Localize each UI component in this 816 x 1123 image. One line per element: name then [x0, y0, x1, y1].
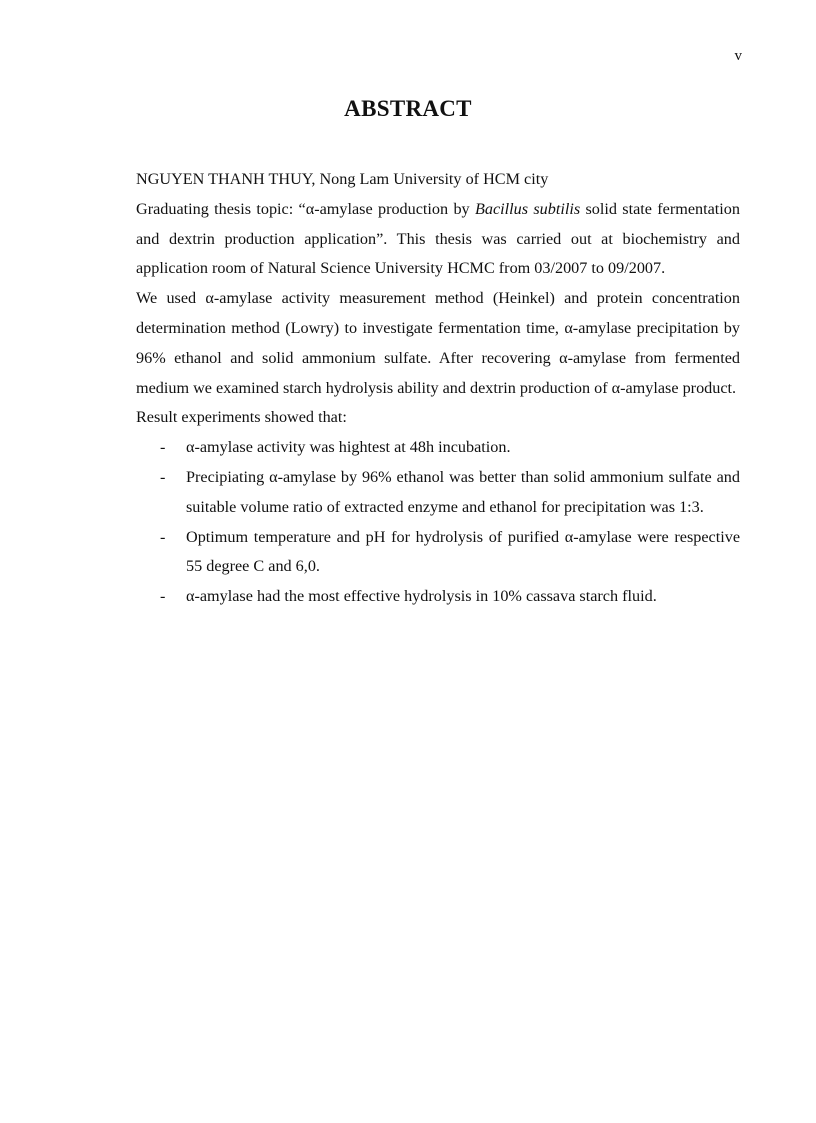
- author-line: NGUYEN THANH THUY, Nong Lam University of HCM city: [136, 170, 549, 188]
- list-item: [136, 463, 740, 523]
- results-intro: Result experiments showed that:: [136, 408, 347, 427]
- topic-suffix: solid state fermentation and dextrin production application”. This thesis was carried out at biochemistry and application room of Natural Science University HCMC from 03/2007 to 09/2007.: [136, 199, 740, 278]
- page-title: ABSTRACT: [344, 96, 472, 121]
- list-item-text: Precipiating α-amylase by 96% ethanol was better than solid ammonium sulfate and suitable volume ratio of extracted enzyme and ethanol for precipitation was 1:3.: [186, 467, 740, 516]
- topic-paragraph: [136, 195, 740, 284]
- list-item-text: α-amylase activity was hightest at 48h incubation.: [186, 438, 511, 457]
- results-list: [136, 433, 740, 612]
- list-item: [136, 523, 740, 583]
- page-number: v: [734, 48, 742, 64]
- bullet-dash: -: [160, 527, 166, 546]
- abstract-body: [136, 165, 740, 612]
- bullet-dash: -: [160, 438, 166, 457]
- list-item: [136, 582, 740, 612]
- topic-prefix: Graduating thesis topic: “α-amylase production by: [136, 199, 475, 218]
- list-item-text: α-amylase had the most effective hydrolysis in 10% cassava starch fluid.: [186, 587, 657, 606]
- list-item: [136, 433, 740, 463]
- species-name: Bacillus subtilis: [474, 199, 581, 218]
- list-item-text: Optimum temperature and pH for hydrolysis of purified α-amylase were respective 55 degree C and 6,0.: [186, 527, 740, 576]
- bullet-dash: -: [160, 587, 166, 606]
- bullet-dash: -: [160, 467, 166, 486]
- methods-paragraph: We used α-amylase activity measurement method (Heinkel) and protein concentration determination method (Lowry) to investigate fermentation time, α-amylase precipitation by 96% ethanol and solid ammonium sulfate. After recovering α-amylase from fermented medium we examined starch hydrolysis ability and dextrin production of α-amylase product.: [136, 289, 740, 397]
